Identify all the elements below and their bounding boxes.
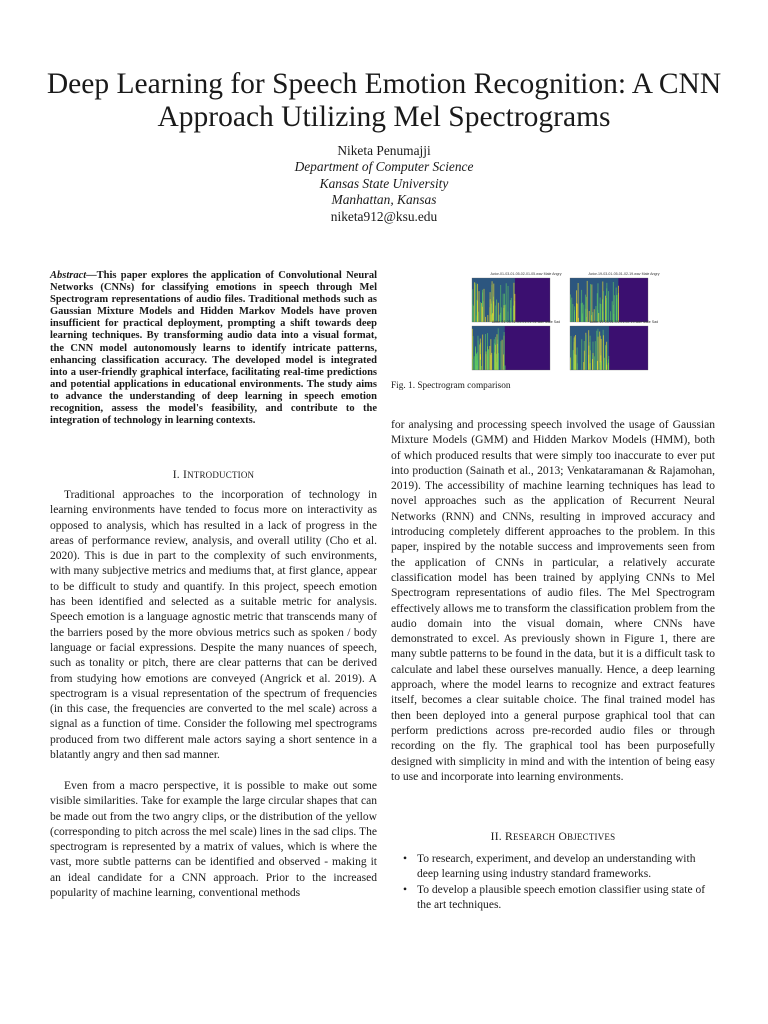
author-university: Kansas State University — [319, 175, 449, 191]
section-heading-introduction: I. INTRODUCTION — [172, 468, 255, 481]
objectives-list — [400, 852, 716, 913]
objective-item-2: • To develop a plausible speech emotion classifier using state of the art techniques. — [403, 883, 706, 911]
intro-paragraph-2: Even from a macro perspective, it is possible to make out some visible similarities. Take for example the large circular shapes that can be made out from the two angry clips, or the distribution of the yellow (corresponding to pitch across the mel scale) lines in the sad clips. The spectrogram is represented by a matrix of values, which is where the vast, more subtle patterns can be identified and observed - making it an ideal candidate for a CNN approach. Prior to the increased popularity of machine learning, conventional methods — [50, 780, 377, 900]
abstract-text: —This paper explores the application of Convolutional Neural Networks (CNNs) for classifying emotions in speech through Mel Spectrogram representations of audio files. Traditional methods such as Gaussian Mixture Models and Hidden Markov Models have proven insufficient for practical deployment, prompting a shift towards deep learning techniques. By transforming audio data into a visual format, the CNN model autonomously learns to identify intricate patterns, enhancing classification accuracy. The developed model is integrated into a user-friendly graphical interface, facilitating real-time predictions and potential applications in educational environments. The study aims to advance the understanding of deep learning in speech emotion recognition, assess the model's feasibility, and contribute to the integration of technology in learning contexts. — [50, 270, 377, 427]
figure-caption: Fig. 1. Spectrogram comparison — [391, 381, 511, 391]
bullet-icon: • — [403, 853, 408, 865]
author-block — [184, 143, 584, 225]
spectrogram-panel-title: Actor-19-03-01-05-01-02-19.wav Male Angry — [588, 272, 660, 276]
spectrogram-panel-2 — [570, 272, 660, 322]
abstract — [50, 270, 377, 427]
spectrogram-panel-title: Actor-19-03-01-04-01-02-19.wav Male Sad — [589, 320, 659, 324]
paper-title: Deep Learning for Speech Emotion Recognition: A CNN Approach Utilizing Mel Spectrograms — [46, 68, 722, 133]
spectrogram-grid — [456, 266, 720, 374]
right-column-paragraph: for analysing and processing speech involved the usage of Gaussian Mixture Models (GMM) and Hidden Markov Models (HMM), both of which produced results that were simply too inaccurate to ever put into production (Sainath et al., 2013; Venkataramanan & Rajamohan, 2019). The accessibility of machine learning techniques has lead to novel approaches such as the application of Recurrent Neural Networks (RNN) and CNNs, resulting in improved accuracy and introducing completely different approaches to the problem. In this paper, inspired by the notable success and improvements seen from the application of CNNs in particular, a relatively accurate classification model has been trained by applying CNNs to Mel Spectrogram representations of audio files. The Mel Spectrogram effectively allows me to transform the classification problem from the audio domain into the visual domain, where CNNs have demonstrated to excel. As previously shown in Figure 1, there are many subtle patterns to be found in the data, but it is a difficult task to calculate and label these ourselves manually. Hence, a deep learning approach, where the model learns to recognize and extract features itself, becomes a clear suitable choice. The final trained model has then been deployed into a general purpose graphical tool that can perform predictions across pre-recorded audio files or through recording on the fly. The graphical tool has been purposefully designed with simplicity in mind and with the intention of being easy to use and incorporate into learning environments. — [391, 419, 715, 783]
spectrogram-figure — [456, 266, 720, 374]
spectrogram-panel-4 — [570, 320, 658, 370]
intro-paragraph-1: Traditional approaches to the incorporation of technology in learning environments have tended to focus more on interactivity as opposed to analysis, which has resulted in a lack of progress in the areas of performance review, analysis, and overall utility (Cho et al. 2020). This is due in part to the complexity of such environments, with many subjective metrics and mediums that, at first glance, appear to be difficult to study and quantify. In this project, speech emotion has been identified and selected as a suitable metric for analysis. Speech emotion is a language agnostic metric that transcends many of the barriers posed by the more obvious metrics such as spoken / body language or facial expressions. Despite the many nuances of speech, such as tonality or pitch, there are clear patterns that can be derived from studying how emotions are conveyed (Angrick et al. 2019). A spectrogram is a visual representation of the spectrum of frequencies (in this case, the frequencies are converted to the mel scale) across a signal as a function of time. Consider the following mel spectrograms produced from two different male actors saying a short sentence in a blatantly angry and then sad manner. — [50, 489, 377, 762]
section-heading-research-objectives: II. RESEARCH OBJECTIVES — [490, 830, 616, 843]
abstract-label: Abstract — [50, 270, 87, 281]
bullet-icon: • — [403, 883, 408, 896]
author-city: Manhattan, Kansas — [331, 192, 437, 208]
objective-item-1: • To research, experiment, and develop an understanding with deep learning using industry standard frameworks. — [403, 853, 696, 881]
spectrogram-panel-1 — [472, 272, 562, 322]
author-email: niketa912@ksu.edu — [330, 208, 438, 224]
spectrogram-panel-3 — [472, 320, 560, 370]
author-name: Niketa Penumajji — [337, 143, 431, 158]
spectrogram-panel-title: Actor-01-03-01-05-02-01-05.wav Male Angry — [490, 272, 562, 276]
spectrogram-panel-title: Actor-01-03-01-04-01-01-01.wav Male Sad — [491, 320, 561, 324]
author-department: Department of Computer Science — [294, 159, 474, 175]
